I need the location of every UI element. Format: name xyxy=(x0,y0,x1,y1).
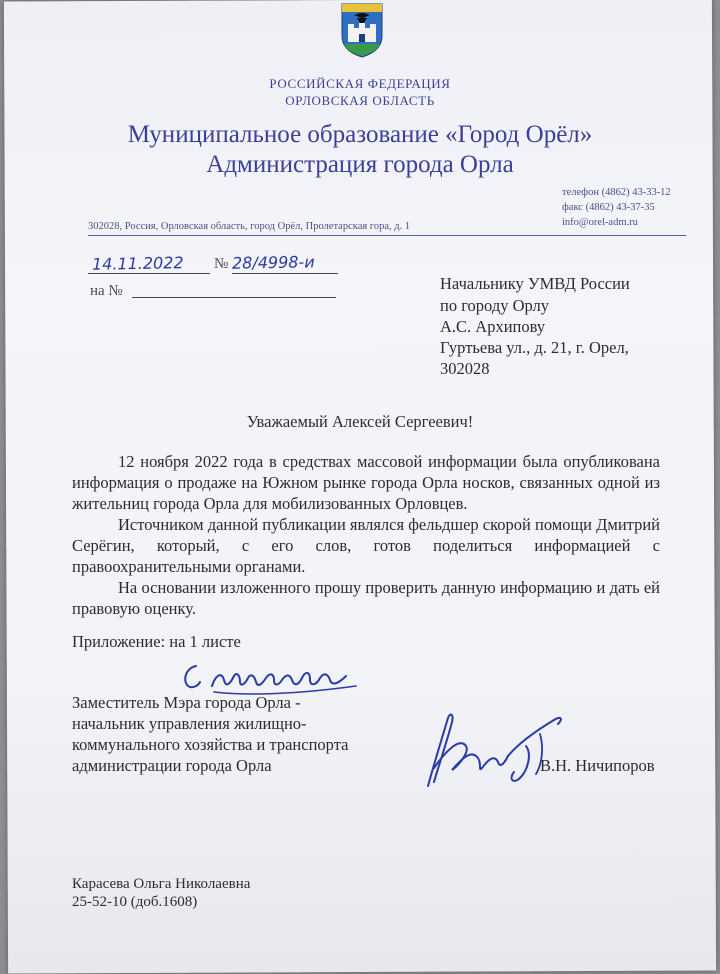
signatory-line-2: начальник управления жилищно- xyxy=(72,714,307,733)
recipient-line-2: по городу Орлу xyxy=(440,296,550,315)
letter-date: 14.11.2022 xyxy=(91,253,184,274)
email-address: info@orel-adm.ru xyxy=(562,217,638,228)
date-line xyxy=(88,273,210,274)
recipient-line-1: Начальнику УМВД России xyxy=(440,274,630,293)
reply-to-label: на № xyxy=(90,283,123,299)
letter-number: 28/4998-и xyxy=(231,252,315,273)
signatory-line-4: администрации города Орла xyxy=(72,756,272,775)
salutation: Уважаемый Алексей Сергеевич! xyxy=(246,412,474,431)
body-paragraph-3: На основании изложенного прошу проверить данную информацию и дать ей правовую оценку. xyxy=(72,578,660,618)
number-label: № xyxy=(214,256,229,272)
recipient-line-3: А.С. Архипову xyxy=(440,317,546,336)
signatory-line-1: Заместитель Мэра города Орла - xyxy=(72,693,301,712)
region-name: ОРЛОВСКАЯ ОБЛАСТЬ xyxy=(285,93,435,108)
number-line xyxy=(232,273,338,274)
fax-number: факс (4862) 43-37-35 xyxy=(562,202,655,213)
header-divider xyxy=(88,235,686,236)
executor-phone: 25-52-10 (доб.1608) xyxy=(72,894,198,910)
recipient-line-5: 302028 xyxy=(440,359,490,378)
executor-name: Карасева Ольга Николаевна xyxy=(72,876,251,892)
signature-icon xyxy=(408,708,578,792)
attachment-note: Приложение: на 1 листе xyxy=(72,632,241,651)
municipality-title: Муниципальное образование «Город Орёл» xyxy=(127,121,593,148)
country-name: РОССИЙСКАЯ ФЕДЕРАЦИЯ xyxy=(269,76,451,91)
body-paragraph-2: Источником данной публикации являлся фельдшер скорой помощи Дмитрий Серёгин, который, с его слов, готов поделиться информацией с правоохранительными органами. xyxy=(72,515,660,576)
signatory-name: В.Н. Ничипоров xyxy=(540,756,655,775)
postal-address: 302028, Россия, Орловская область, город Орёл, Пролетарская гора, д. 1 xyxy=(88,221,411,232)
reply-number-line xyxy=(132,297,336,298)
body-paragraph-1: 12 ноября 2022 года в средствах массовой информации была опубликована информация о продаже на Южном рынке города Орла носков, связанных одной из жительниц города Орла для мобилизованных Орловцев. xyxy=(72,452,660,513)
administration-title: Администрация города Орла xyxy=(206,151,514,178)
signatory-line-3: коммунального хозяйства и транспорта xyxy=(72,735,349,754)
city-coat-of-arms-icon xyxy=(340,2,384,58)
phone-number: телефон (4862) 43-33-12 xyxy=(562,187,671,198)
recipient-line-4: Гуртьева ул., д. 21, г. Орел, xyxy=(440,338,629,357)
